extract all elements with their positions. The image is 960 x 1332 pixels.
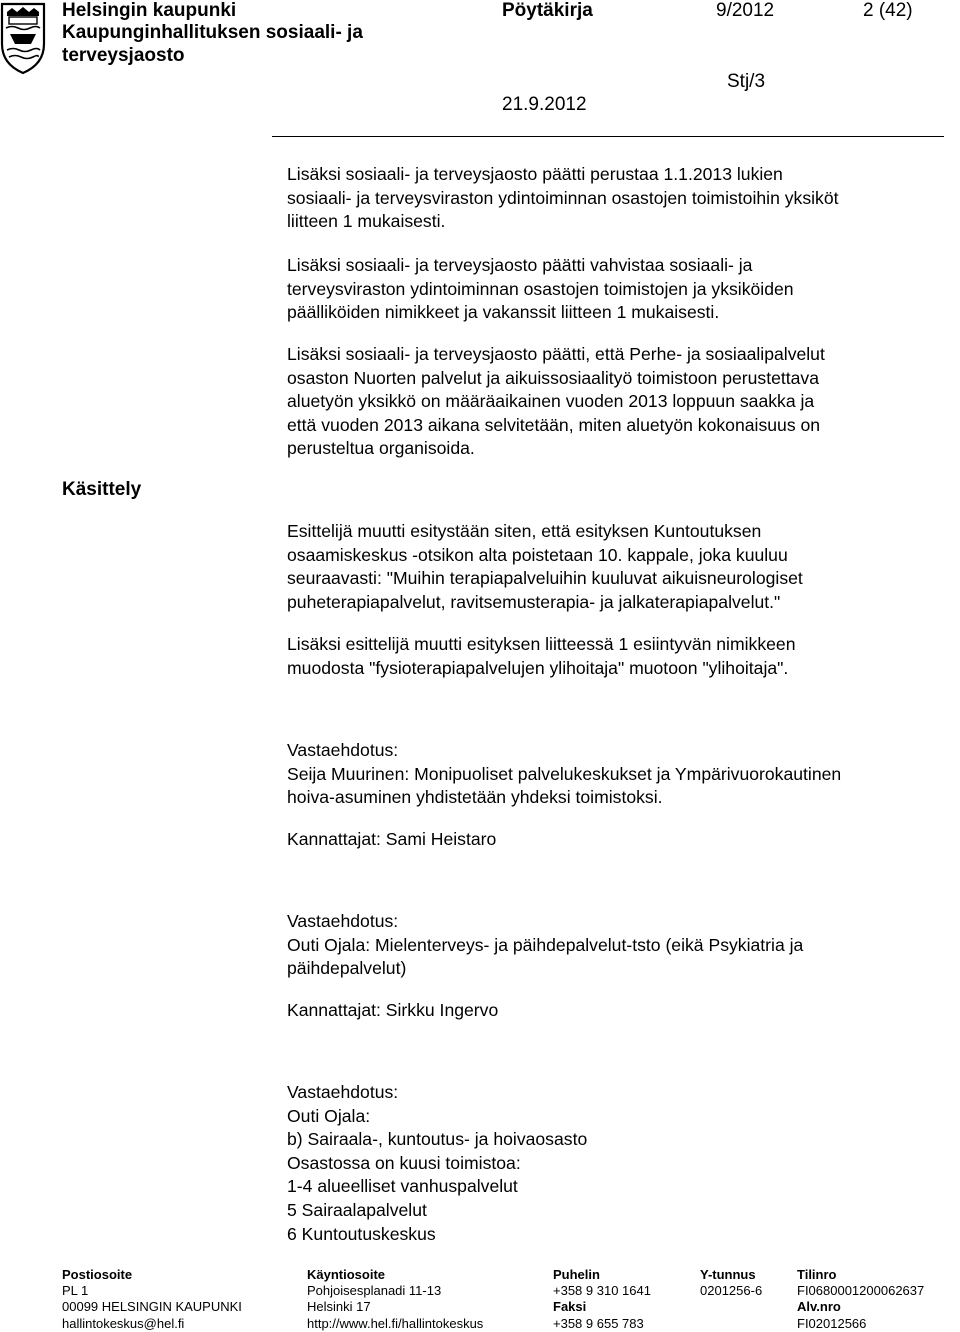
header-body-line1: Kaupunginhallituksen sosiaali- ja xyxy=(62,22,363,43)
footer-value: +358 9 310 1641 xyxy=(553,1283,651,1299)
header-body-line2: terveysjaosto xyxy=(62,45,185,66)
header-doc-type: Pöytäkirja xyxy=(502,0,593,21)
counter-proposal-3 xyxy=(287,1081,947,1246)
counter-proposal-2 xyxy=(287,910,947,981)
footer-heading: Alv.nro xyxy=(797,1299,841,1315)
footer-value: Pohjoisesplanadi 11-13 xyxy=(307,1283,442,1299)
footer-value: 0201256-6 xyxy=(700,1283,763,1299)
paragraph-4 xyxy=(287,520,947,614)
footer-phone xyxy=(553,1267,651,1332)
text-line: Kannattajat: Sami Heistaro xyxy=(287,829,497,849)
text-line: Lisäksi sosiaali- ja terveysjaosto päätti vahvistaa sosiaali- ja xyxy=(287,255,753,275)
counter-proposal-1 xyxy=(287,739,947,810)
text-line: Lisäksi esittelijä muutti esityksen liitteessä 1 esiintyvän nimikkeen xyxy=(287,634,796,654)
footer-email[interactable]: hallintokeskus@hel.fi xyxy=(62,1315,185,1331)
header-date: 21.9.2012 xyxy=(502,94,587,115)
text-line: Vastaehdotus: xyxy=(287,911,399,931)
text-line: osaamiskeskus -otsikon alta poistetaan 10. kappale, joka kuuluu xyxy=(287,544,788,565)
footer-heading: Tilinro xyxy=(797,1267,837,1282)
text-line: Seija Muurinen: Monipuoliset palvelukeskukset ja Ympärivuorokautinen xyxy=(287,763,842,784)
text-line: 1-4 alueelliset vanhuspalvelut xyxy=(287,1176,518,1197)
text-line: Lisäksi sosiaali- ja terveysjaosto päätti, että Perhe- ja sosiaalipalvelut xyxy=(287,344,825,364)
text-line: hoiva-asuminen yhdistetään yhdeksi toimistoksi. xyxy=(287,787,663,808)
supporters-2 xyxy=(287,999,947,1023)
text-line: terveysviraston ydintoiminnan osastojen toimistojen ja yksiköiden xyxy=(287,278,794,299)
footer-value: FI0680001200062637 xyxy=(797,1283,925,1299)
footer-value: PL 1 xyxy=(62,1283,89,1299)
footer-visit xyxy=(307,1267,483,1332)
text-line: liitteen 1 mukaisesti. xyxy=(287,211,446,232)
header-divider xyxy=(272,136,944,137)
footer-website-link[interactable]: http://www.hel.fi/hallintokeskus xyxy=(307,1315,484,1331)
paragraph-1 xyxy=(287,163,947,234)
text-line: seuraavasti: "Muihin terapiapalveluihin kuuluvat aikuisneurologiset xyxy=(287,568,803,589)
header-city: Helsingin kaupunki xyxy=(62,0,237,21)
footer-heading: Puhelin xyxy=(553,1267,600,1282)
text-line: osaston Nuorten palvelut ja aikuissosiaalityö toimistoon perustettava xyxy=(287,367,820,388)
header-page: 2 (42) xyxy=(863,0,913,21)
footer-heading: Postiosoite xyxy=(62,1267,133,1282)
footer-value: 00099 HELSINGIN KAUPUNKI xyxy=(62,1299,242,1315)
header-section: Stj/3 xyxy=(727,71,766,92)
supporters-1 xyxy=(287,828,947,852)
text-line: sosiaali- ja terveysviraston ydintoiminnan osastojen toimistoihin yksiköt xyxy=(287,187,839,208)
section-label-kasittely: Käsittely xyxy=(62,479,142,500)
footer-postal xyxy=(62,1267,242,1332)
text-line: Kannattajat: Sirkku Ingervo xyxy=(287,1000,499,1020)
paragraph-2 xyxy=(287,254,947,325)
text-line: päälliköiden nimikkeet ja vakanssit liitteen 1 mukaisesti. xyxy=(287,302,720,323)
text-line: Lisäksi sosiaali- ja terveysjaosto päätti perustaa 1.1.2013 lukien xyxy=(287,164,783,184)
footer-heading: Käyntiosoite xyxy=(307,1267,386,1282)
text-line: 6 Kuntoutuskeskus xyxy=(287,1223,436,1244)
text-line: muodosta "fysioterapiapalvelujen ylihoitaja" muotoon "ylihoitaja". xyxy=(287,657,789,678)
footer-value: Helsinki 17 xyxy=(307,1299,371,1315)
footer-ytunnus xyxy=(700,1267,762,1299)
text-line: Osastossa on kuusi toimistoa: xyxy=(287,1152,521,1173)
helsinki-crest-logo xyxy=(0,0,46,76)
header-number: 9/2012 xyxy=(716,0,775,21)
footer-value: FI02012566 xyxy=(797,1315,867,1331)
footer-value: +358 9 655 783 xyxy=(553,1315,644,1331)
text-line: Esittelijä muutti esitystään siten, että esityksen Kuntoutuksen xyxy=(287,521,762,541)
text-line: Outi Ojala: Mielenterveys- ja päihdepalvelut-tsto (eikä Psykiatria ja xyxy=(287,934,804,955)
text-line: päihdepalvelut) xyxy=(287,958,407,979)
text-line: Outi Ojala: xyxy=(287,1105,371,1126)
footer-account xyxy=(797,1267,924,1332)
text-line: perusteltua organisoida. xyxy=(287,438,475,459)
text-line: puheterapiapalvelut, ravitsemusterapia- ja jalkaterapiapalvelut." xyxy=(287,591,781,612)
footer-heading: Faksi xyxy=(553,1299,587,1315)
text-line: b) Sairaala-, kuntoutus- ja hoivaosasto xyxy=(287,1129,588,1150)
text-line: Vastaehdotus: xyxy=(287,740,399,760)
paragraph-5 xyxy=(287,633,947,680)
text-line: Vastaehdotus: xyxy=(287,1082,399,1102)
text-line: 5 Sairaalapalvelut xyxy=(287,1199,427,1220)
text-line: että vuoden 2013 aikana selvitetään, miten aluetyön kokonaisuus on xyxy=(287,414,821,435)
paragraph-3 xyxy=(287,343,947,461)
footer-heading: Y-tunnus xyxy=(700,1267,756,1282)
text-line: aluetyön yksikkö on määräaikainen vuoden 2013 loppuun saakka ja xyxy=(287,391,815,412)
